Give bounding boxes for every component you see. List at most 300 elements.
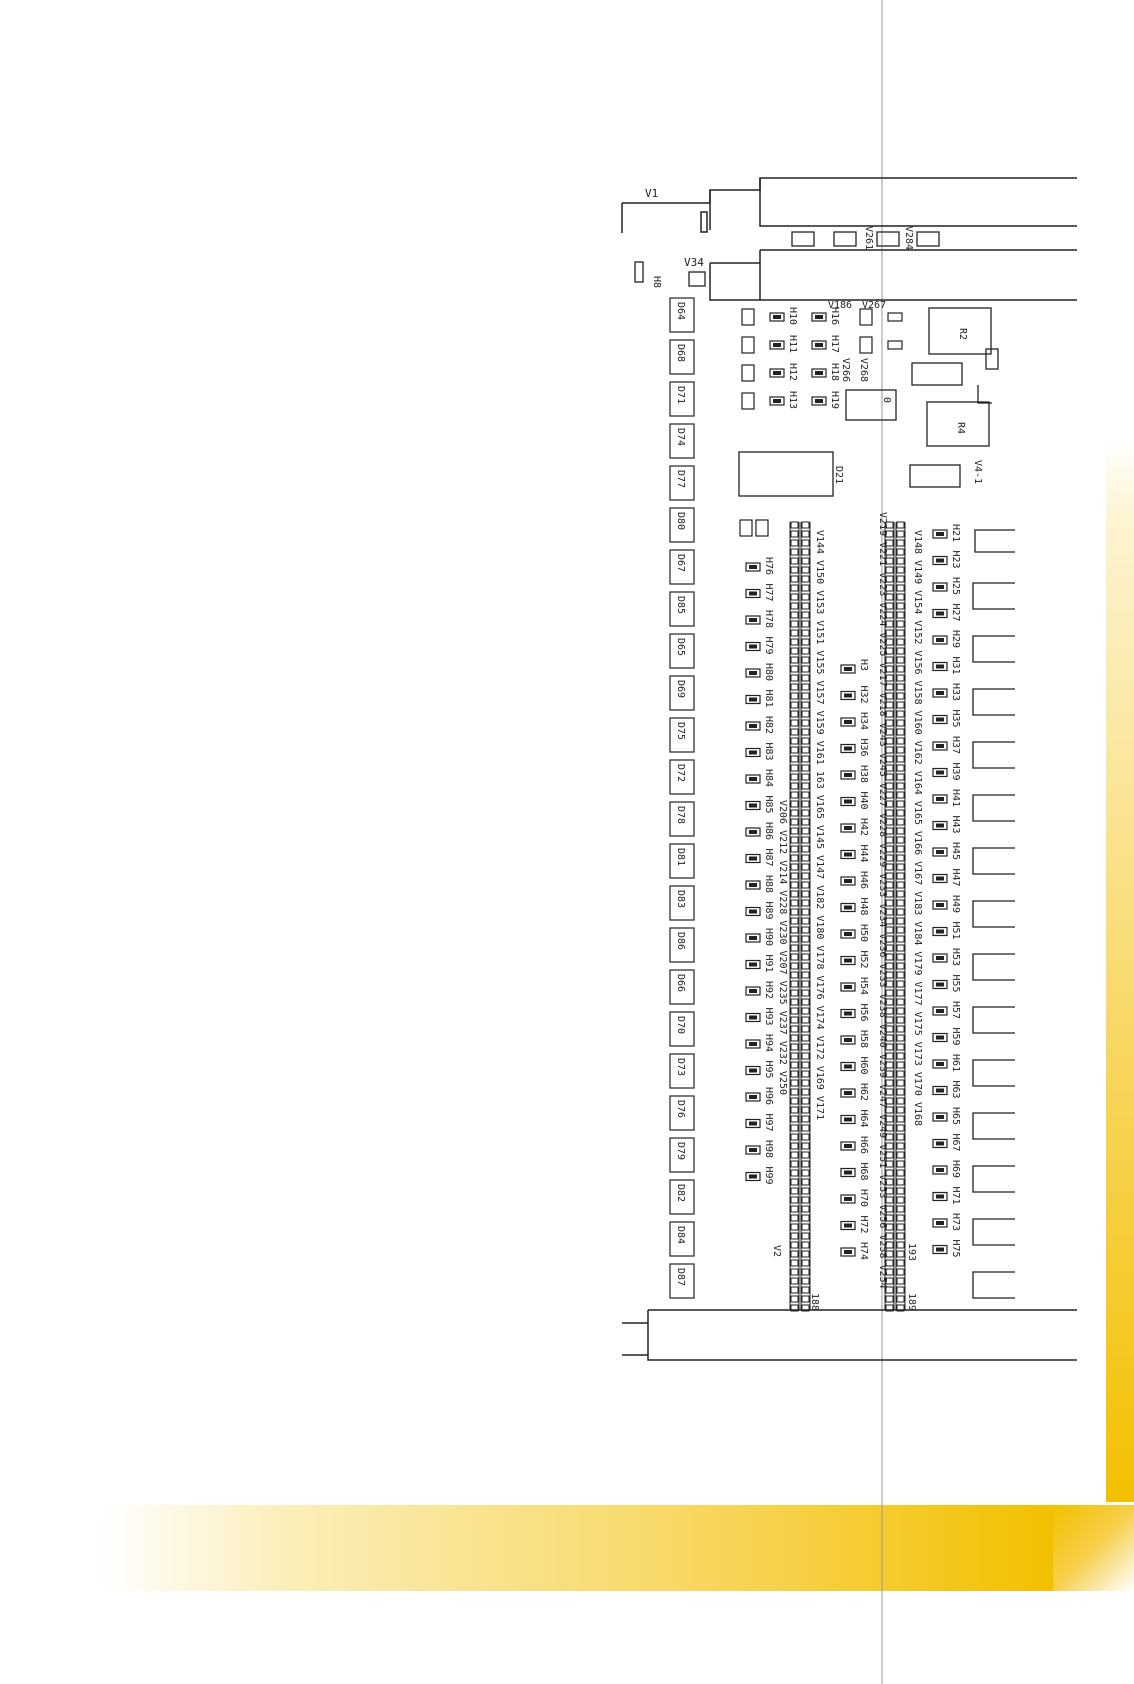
ladder-cell (791, 900, 798, 906)
h-pad-fill (844, 826, 852, 830)
h-pad-fill (773, 371, 781, 375)
edge-outline (973, 636, 1015, 662)
ladder-cell (802, 1278, 809, 1284)
d-column (670, 298, 694, 1298)
ladder-cell (802, 864, 809, 870)
ladder-cell (802, 1026, 809, 1032)
ladder-cell (897, 1215, 904, 1221)
h-pad-fill (749, 989, 757, 993)
ladder-cell (791, 765, 798, 771)
h-pad-label: H89 (763, 901, 774, 920)
v-row-a-labels: V148 V149 V154 V152 V156 V158 V160 V162 V164 V165 V166 V167 V183 V184 V179 V177 V175 V173 V170 V168 (912, 530, 923, 1127)
h-pad-label: H79 (763, 636, 774, 655)
h-pad-fill (844, 906, 852, 910)
ladder-cell (802, 873, 809, 879)
ladder-cell (802, 1116, 809, 1122)
ladder-cell (897, 720, 904, 726)
ladder-cell (897, 810, 904, 816)
h-pad-label: H23 (950, 550, 961, 569)
ladder-cell (791, 864, 798, 870)
label-h8: H8 (651, 276, 662, 289)
ladder-cell (802, 729, 809, 735)
edge-outline (973, 1272, 1015, 1298)
h-pad-fill (749, 777, 757, 781)
ladder-cell (802, 594, 809, 600)
h-pad-label: H91 (763, 954, 774, 973)
h-pad-fill (936, 797, 944, 801)
ladder-cell (802, 675, 809, 681)
ladder-cell (897, 792, 904, 798)
ladder-cell (802, 540, 809, 546)
ladder-cell (791, 1080, 798, 1086)
ladder-cell (897, 882, 904, 888)
edge-outline (973, 583, 1015, 609)
h-pad-fill (936, 1062, 944, 1066)
bottom-connector (622, 1310, 1077, 1360)
ladder-cell (791, 1107, 798, 1113)
ladder-cell (897, 981, 904, 987)
h-pad-fill (749, 724, 757, 728)
ladder-cell (802, 900, 809, 906)
ladder-cell (897, 864, 904, 870)
h-pad-fill (773, 315, 781, 319)
ladder-cell (791, 549, 798, 555)
ladder-cell (897, 603, 904, 609)
ladder-cell (802, 657, 809, 663)
ladder-cell (897, 621, 904, 627)
ladder-cell (897, 801, 904, 807)
ladder-cell (791, 531, 798, 537)
h-pad-label: H75 (950, 1239, 961, 1258)
h-pad-label: H77 (763, 583, 774, 602)
ladder-cell (791, 918, 798, 924)
d-part-label: D84 (675, 1226, 686, 1245)
d-part-label: D71 (675, 386, 686, 405)
h-pad-fill (936, 1036, 944, 1040)
edge-outline (975, 530, 1015, 552)
h-pad-fill (936, 824, 944, 828)
h-pad-label: H16 (829, 307, 840, 326)
h-pad-label: H64 (858, 1109, 869, 1128)
ladder-cell (791, 1170, 798, 1176)
h-pad-label: H94 (763, 1034, 774, 1053)
ladder-cell (802, 576, 809, 582)
ladder-cell (791, 1287, 798, 1293)
d-part-label: D70 (675, 1016, 686, 1035)
h-pad-rows (740, 307, 961, 1260)
ladder-cell (802, 1206, 809, 1212)
ladder-cell (897, 1017, 904, 1023)
d-part-label: D82 (675, 1184, 686, 1203)
ladder-cell (897, 702, 904, 708)
ladder-cell (802, 1062, 809, 1068)
ladder-cell (791, 1179, 798, 1185)
h-pad-label: H71 (950, 1186, 961, 1205)
d-part-label: D64 (675, 302, 686, 321)
ladder-cell (802, 972, 809, 978)
ladder-cell (897, 1296, 904, 1302)
ladder-cell (791, 684, 798, 690)
h-pad-fill (815, 315, 823, 319)
h-pad-label: H47 (950, 868, 961, 887)
h-pad-fill (936, 585, 944, 589)
label-189: 189 (906, 1293, 917, 1312)
ladder-cell (802, 1035, 809, 1041)
h-pad-label: H60 (858, 1056, 869, 1075)
ladder-cell (802, 1170, 809, 1176)
d-part-label: D74 (675, 428, 686, 447)
ladder-cell (791, 729, 798, 735)
h-pad-label: H65 (950, 1107, 961, 1126)
h-pad-label: H87 (763, 848, 774, 867)
cap-outline (742, 393, 754, 409)
ladder-cell (897, 891, 904, 897)
ladder-cell (791, 837, 798, 843)
h-pad-label: H98 (763, 1140, 774, 1159)
h-pad-label: H69 (950, 1160, 961, 1179)
ladder-cell (802, 837, 809, 843)
ladder-cell (802, 1143, 809, 1149)
ladder-cell (791, 675, 798, 681)
ladder-cell (802, 927, 809, 933)
ladder-cell (791, 1116, 798, 1122)
ladder-cell (791, 1098, 798, 1104)
h-pad-fill (936, 559, 944, 563)
ladder-cell (897, 837, 904, 843)
h-pad-label: H27 (950, 603, 961, 622)
h-pad-fill (936, 1168, 944, 1172)
h-pad-fill (749, 1095, 757, 1099)
d-part-label: D66 (675, 974, 686, 993)
ladder-cell (897, 756, 904, 762)
h-pad-fill (749, 857, 757, 861)
h-pad-fill (844, 667, 852, 671)
h-pad-label: H40 (858, 791, 869, 810)
ladder-cell (802, 801, 809, 807)
h-pad-label: H45 (950, 842, 961, 861)
ladder-cell (802, 1134, 809, 1140)
h-pad-fill (936, 1009, 944, 1013)
h-pad-label: H18 (829, 363, 840, 382)
d-part-label: D87 (675, 1268, 686, 1287)
edge-outline (973, 795, 1015, 821)
ladder-cell (897, 1044, 904, 1050)
h-pad-fill (749, 1122, 757, 1126)
ladder-cell (897, 594, 904, 600)
h-pad-fill (936, 718, 944, 722)
h-pad-label: H3 (858, 659, 869, 672)
ladder-cell (802, 999, 809, 1005)
ladder-cell (802, 918, 809, 924)
h-pad-label: H21 (950, 524, 961, 543)
h-pad-label: H55 (950, 974, 961, 993)
ladder-cell (897, 819, 904, 825)
ladder-cell (802, 648, 809, 654)
h-pad-label: H66 (858, 1136, 869, 1155)
ladder-cell (802, 1251, 809, 1257)
h-pad-fill (936, 1221, 944, 1225)
d-part-label: D75 (675, 722, 686, 741)
h-pad-fill (936, 930, 944, 934)
ladder-cell (897, 1080, 904, 1086)
ladder-cell (897, 1125, 904, 1131)
ladder-cell (802, 1233, 809, 1239)
edge-outline (973, 848, 1015, 874)
label-v268: V268 (858, 358, 869, 383)
h-pad-fill (844, 720, 852, 724)
h-pad-label: H56 (858, 1003, 869, 1022)
h-pad-label: H90 (763, 928, 774, 947)
ladder-cell (897, 855, 904, 861)
ladder-cell (791, 1197, 798, 1203)
ladder-cell (791, 1143, 798, 1149)
cap-outline (860, 309, 872, 325)
edge-outline (973, 1007, 1015, 1033)
h-pad-fill (749, 804, 757, 808)
v-row-b-labels: V219 V221 V223 V224 V225 V217 V218 V243 V245 V227 V228 V229 V233 V234 V236 V233 V238 V240 V239 V247 V249 V251 V253 V256 V258 V254 (877, 512, 888, 1289)
h-pad-label: H72 (858, 1215, 869, 1234)
h-pad-label: H58 (858, 1030, 869, 1049)
ladder-cell (791, 1161, 798, 1167)
ladder-cell (791, 936, 798, 942)
ladder-cell (802, 684, 809, 690)
h-pad-label: H35 (950, 709, 961, 728)
h-pad-fill (749, 830, 757, 834)
ladder-cell (802, 639, 809, 645)
ladder-cell (897, 1287, 904, 1293)
ladder-cell (897, 675, 904, 681)
h-pad-fill (936, 744, 944, 748)
h-pad-label: H49 (950, 895, 961, 914)
h-pad-fill (749, 1175, 757, 1179)
ladder-cell (791, 702, 798, 708)
label-r2: R2 (957, 328, 968, 341)
ladder-cell (897, 729, 904, 735)
ladder-cell (802, 1080, 809, 1086)
ladder-cell (897, 1260, 904, 1266)
label-v267: V267 (862, 300, 887, 311)
ladder-cell (791, 828, 798, 834)
label-188: 188 (809, 1293, 820, 1312)
ladder-cell (791, 891, 798, 897)
ladder-cell (897, 639, 904, 645)
h-pad-fill (749, 698, 757, 702)
ladder-cell (791, 963, 798, 969)
ladder-cell (897, 1278, 904, 1284)
ladder-cell (802, 666, 809, 672)
ladder-cell (897, 909, 904, 915)
h-pad-fill (749, 1148, 757, 1152)
h-pad-fill (749, 618, 757, 622)
h-pad-fill (936, 1142, 944, 1146)
ladder-cell (791, 1269, 798, 1275)
h-pad-fill (749, 1069, 757, 1073)
ladder-cell (791, 594, 798, 600)
h-pad-label: H95 (763, 1060, 774, 1079)
ladder-cell (791, 1233, 798, 1239)
ladder-cell (897, 774, 904, 780)
h-pad-label: H78 (763, 610, 774, 629)
cap-outline (860, 337, 872, 353)
h-pad-fill (749, 1016, 757, 1020)
h-pad-fill (844, 1250, 852, 1254)
ladder-cell (791, 855, 798, 861)
ladder-cell (802, 765, 809, 771)
ladder-cell (791, 657, 798, 663)
h-pad-fill (815, 399, 823, 403)
ladder-cell (802, 774, 809, 780)
ladder-cell (802, 1053, 809, 1059)
ladder-cell (897, 900, 904, 906)
ladder-cell (802, 1107, 809, 1113)
ladder-cell (802, 1215, 809, 1221)
ladder-cell (897, 1008, 904, 1014)
h-pad-fill (936, 771, 944, 775)
ladder-cell (791, 1125, 798, 1131)
h-pad-label: H80 (763, 663, 774, 682)
ladder-cell (897, 1134, 904, 1140)
h-pad-label: H34 (858, 712, 869, 731)
h-pad-fill (844, 1118, 852, 1122)
top-connector (622, 178, 1077, 300)
h-pad-fill (844, 932, 852, 936)
h-pad-label: H43 (950, 815, 961, 834)
h-pad-fill (749, 645, 757, 649)
h-pad-fill (936, 691, 944, 695)
ladder-cell (791, 576, 798, 582)
h-pad-label: H99 (763, 1166, 774, 1185)
label-o: 0 (881, 397, 892, 404)
ladder-cell (802, 1224, 809, 1230)
ladder-cell (802, 1242, 809, 1248)
d-part-label: D79 (675, 1142, 686, 1161)
h-pad-fill (749, 671, 757, 675)
ladder-cell (897, 1206, 904, 1212)
h-pad-label: H42 (858, 818, 869, 837)
v-row-c-labels: V144 V150 V153 V151 V155 V157 V159 V161 163 V165 V145 V147 V182 V180 V178 V176 V174 V172 V169 V171 (814, 530, 825, 1121)
ladder-cell (802, 945, 809, 951)
edge-outline (973, 954, 1015, 980)
h-pad-fill (844, 800, 852, 804)
ladder-cell (791, 909, 798, 915)
ladder-cell (897, 1269, 904, 1275)
edge-outline (973, 1113, 1015, 1139)
ladder-cell (897, 1179, 904, 1185)
h-pad-label: H38 (858, 765, 869, 784)
h-pad-label: H48 (858, 897, 869, 916)
ladder-cell (802, 747, 809, 753)
ladder-cell (897, 585, 904, 591)
ladder-cell (802, 1161, 809, 1167)
ladder-cell (802, 1017, 809, 1023)
d-part-label: D68 (675, 344, 686, 363)
ladder-cell (791, 1053, 798, 1059)
label-v34: V34 (684, 256, 704, 269)
label-d21: D21 (833, 466, 844, 485)
h-pad-label: H17 (829, 335, 840, 354)
ladder-cell (802, 909, 809, 915)
ladder-cell (802, 585, 809, 591)
ladder-cell (791, 558, 798, 564)
ladder-cell (791, 819, 798, 825)
ladder-cell (791, 756, 798, 762)
ladder-cell (802, 1098, 809, 1104)
ladder-cell (791, 972, 798, 978)
ladder-cell (802, 954, 809, 960)
ladder-cell (791, 1134, 798, 1140)
h-pad-fill (749, 565, 757, 569)
h-pad-label: H85 (763, 795, 774, 814)
ladder-cell (897, 990, 904, 996)
ladder-cell (802, 891, 809, 897)
ladder-cell (897, 531, 904, 537)
ladder-cell (897, 999, 904, 1005)
d-part-label: D80 (675, 512, 686, 531)
h-pad-label: H68 (858, 1162, 869, 1181)
edge-outlines (973, 530, 1015, 1298)
h-pad (888, 313, 902, 321)
h-pad-fill (773, 399, 781, 403)
ladder-cell (897, 1071, 904, 1077)
ladder-cell (791, 981, 798, 987)
ladder-cell (897, 972, 904, 978)
ladder-cell (791, 648, 798, 654)
ladder-cell (791, 1206, 798, 1212)
ladder-cell (791, 1188, 798, 1194)
ladder-cell (802, 702, 809, 708)
h-pad-fill (844, 1171, 852, 1175)
ladder-cell (791, 990, 798, 996)
ladder-cell (791, 567, 798, 573)
h-pad-label: H81 (763, 689, 774, 708)
cap-outline (740, 520, 752, 536)
h-pad-label: H82 (763, 716, 774, 735)
ladder-cell (897, 1170, 904, 1176)
ladder-cell (897, 765, 904, 771)
h-pad-fill (936, 1195, 944, 1199)
ladder-cell (791, 612, 798, 618)
d-part-label: D81 (675, 848, 686, 867)
d-part-label: D86 (675, 932, 686, 951)
ladder-cell (802, 1197, 809, 1203)
h-pad-fill (844, 985, 852, 989)
ladder-cell (897, 828, 904, 834)
d-part-label: D73 (675, 1058, 686, 1077)
ladder-cell (791, 1278, 798, 1284)
label-v284: V284 (903, 226, 914, 251)
ladder-cell (897, 1107, 904, 1113)
ladder-cell (791, 945, 798, 951)
ladder-cell (897, 918, 904, 924)
h-pad-label: H39 (950, 762, 961, 781)
h-pad-fill (749, 751, 757, 755)
h-pad-label: H10 (787, 307, 798, 326)
ladder-cell (897, 1251, 904, 1257)
ladder-cell (802, 738, 809, 744)
ladder-cell (802, 531, 809, 537)
h-pad-label: H88 (763, 875, 774, 894)
ladder-cell (802, 621, 809, 627)
ladder-cell (897, 657, 904, 663)
cap-outline (756, 520, 768, 536)
ladder-cell (791, 1152, 798, 1158)
h-pad-label: H76 (763, 557, 774, 576)
ladder-cell (802, 549, 809, 555)
h-pad-label: H33 (950, 683, 961, 702)
d-part-label: D77 (675, 470, 686, 489)
h-pad-label: H74 (858, 1242, 869, 1261)
label-v261: V261 (863, 226, 874, 251)
